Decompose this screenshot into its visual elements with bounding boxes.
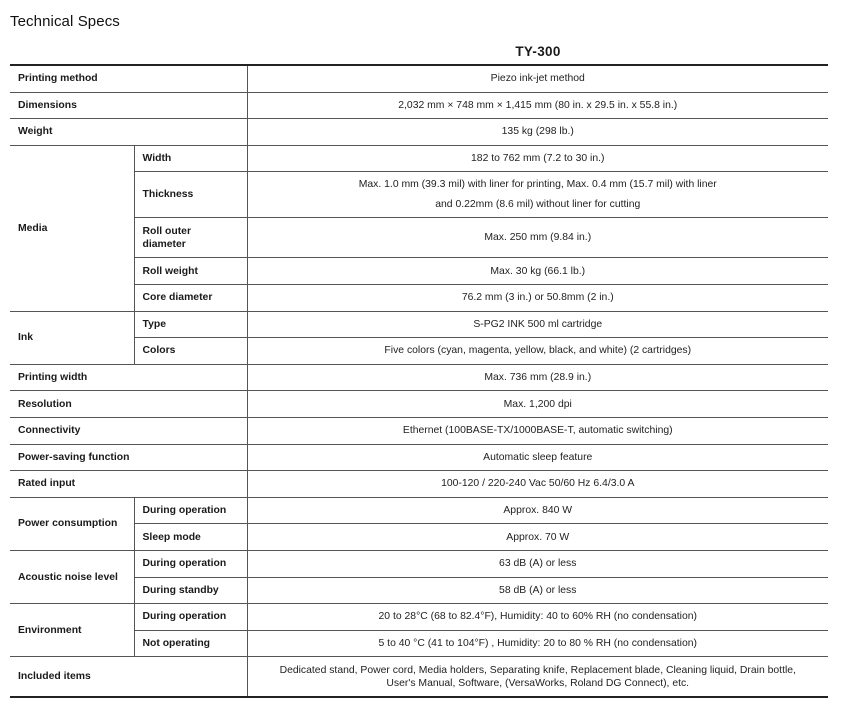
spec-value: Max. 736 mm (28.9 in.) — [247, 364, 828, 391]
spec-value-line: User's Manual, Software, (VersaWorks, Roland DG Connect), etc. — [386, 677, 690, 689]
spec-group-label: Ink — [10, 311, 134, 364]
table-row-environment-operation — [10, 604, 828, 631]
spec-label: Weight — [10, 119, 247, 146]
spec-value: 5 to 40 °C (41 to 104°F) , Humidity: 20 to 80 % RH (no condensation) — [247, 630, 828, 657]
spec-value: 76.2 mm (3 in.) or 50.8mm (2 in.) — [247, 284, 828, 311]
table-row-weight — [10, 119, 828, 146]
spec-sub-label-line: Roll outer — [142, 225, 191, 237]
spec-sub-label: During operation — [134, 550, 247, 577]
model-column-header: TY-300 — [515, 44, 561, 59]
spec-value: Ethernet (100BASE-TX/1000BASE-T, automatic switching) — [247, 417, 828, 444]
spec-sub-label: Width — [134, 145, 247, 172]
spec-value — [247, 657, 828, 698]
spec-group-label: Media — [10, 145, 134, 311]
spec-value-line: and 0.22mm (8.6 mil) without liner for cutting — [435, 199, 641, 211]
spec-label: Rated input — [10, 471, 247, 498]
spec-sub-label: Not operating — [134, 630, 247, 657]
spec-sub-label-line: diameter — [142, 238, 186, 250]
spec-value: Five colors (cyan, magenta, yellow, black, and white) (2 cartridges) — [247, 338, 828, 365]
spec-sub-label — [134, 218, 247, 258]
spec-value-line: Max. 1.0 mm (39.3 mil) with liner for printing, Max. 0.4 mm (15.7 mil) with liner — [358, 179, 717, 191]
spec-sub-label: Colors — [134, 338, 247, 365]
spec-sub-label: Core diameter — [134, 284, 247, 311]
specs-table — [10, 64, 828, 698]
spec-value: Max. 250 mm (9.84 in.) — [247, 218, 828, 258]
table-row-power-saving — [10, 444, 828, 471]
table-row-printing-width — [10, 364, 828, 391]
spec-label: Power-saving function — [10, 444, 247, 471]
spec-sub-label: Sleep mode — [134, 524, 247, 551]
table-row-media-width — [10, 145, 828, 172]
table-row-resolution — [10, 391, 828, 418]
spec-label: Resolution — [10, 391, 247, 418]
table-row-acoustic-operation — [10, 550, 828, 577]
spec-value: Approx. 840 W — [247, 497, 828, 524]
spec-label: Connectivity — [10, 417, 247, 444]
spec-label: Printing width — [10, 364, 247, 391]
spec-group-label: Power consumption — [10, 497, 134, 550]
table-row-included-items — [10, 657, 828, 698]
spec-group-label: Environment — [10, 604, 134, 657]
spec-value: Approx. 70 W — [247, 524, 828, 551]
spec-sub-label: Thickness — [134, 172, 247, 218]
spec-value: S-PG2 INK 500 ml cartridge — [247, 311, 828, 338]
spec-group-label: Acoustic noise level — [10, 550, 134, 603]
spec-label: Printing method — [10, 65, 247, 92]
spec-value: Piezo ink-jet method — [247, 65, 828, 92]
spec-sub-label: During standby — [134, 577, 247, 604]
table-row-power-consumption-operation — [10, 497, 828, 524]
table-row-ink-type — [10, 311, 828, 338]
table-row-printing-method — [10, 65, 828, 92]
spec-value: Automatic sleep feature — [247, 444, 828, 471]
spec-value-line: Dedicated stand, Power cord, Media holders, Separating knife, Replacement blade, Cleaning liquid, Drain bottle, — [279, 664, 796, 676]
spec-label: Included items — [10, 657, 247, 698]
spec-value: 100-120 / 220-240 Vac 50/60 Hz 6.4/3.0 A — [247, 471, 828, 498]
spec-value: 20 to 28°C (68 to 82.4°F), Humidity: 40 to 60% RH (no condensation) — [247, 604, 828, 631]
page-title: Technical Specs — [10, 13, 120, 30]
spec-value: 63 dB (A) or less — [247, 550, 828, 577]
table-row-rated-input — [10, 471, 828, 498]
table-row-connectivity — [10, 417, 828, 444]
spec-value: Max. 30 kg (66.1 lb.) — [247, 258, 828, 285]
spec-value: Max. 1,200 dpi — [247, 391, 828, 418]
table-row-dimensions — [10, 92, 828, 119]
spec-value: 2,032 mm × 748 mm × 1,415 mm (80 in. x 29.5 in. x 55.8 in.) — [247, 92, 828, 119]
spec-value: 135 kg (298 lb.) — [247, 119, 828, 146]
spec-value: 58 dB (A) or less — [247, 577, 828, 604]
spec-sub-label: Roll weight — [134, 258, 247, 285]
spec-sub-label: Type — [134, 311, 247, 338]
spec-value — [247, 172, 828, 218]
spec-label: Dimensions — [10, 92, 247, 119]
spec-sub-label: During operation — [134, 604, 247, 631]
spec-sub-label: During operation — [134, 497, 247, 524]
spec-value: 182 to 762 mm (7.2 to 30 in.) — [247, 145, 828, 172]
